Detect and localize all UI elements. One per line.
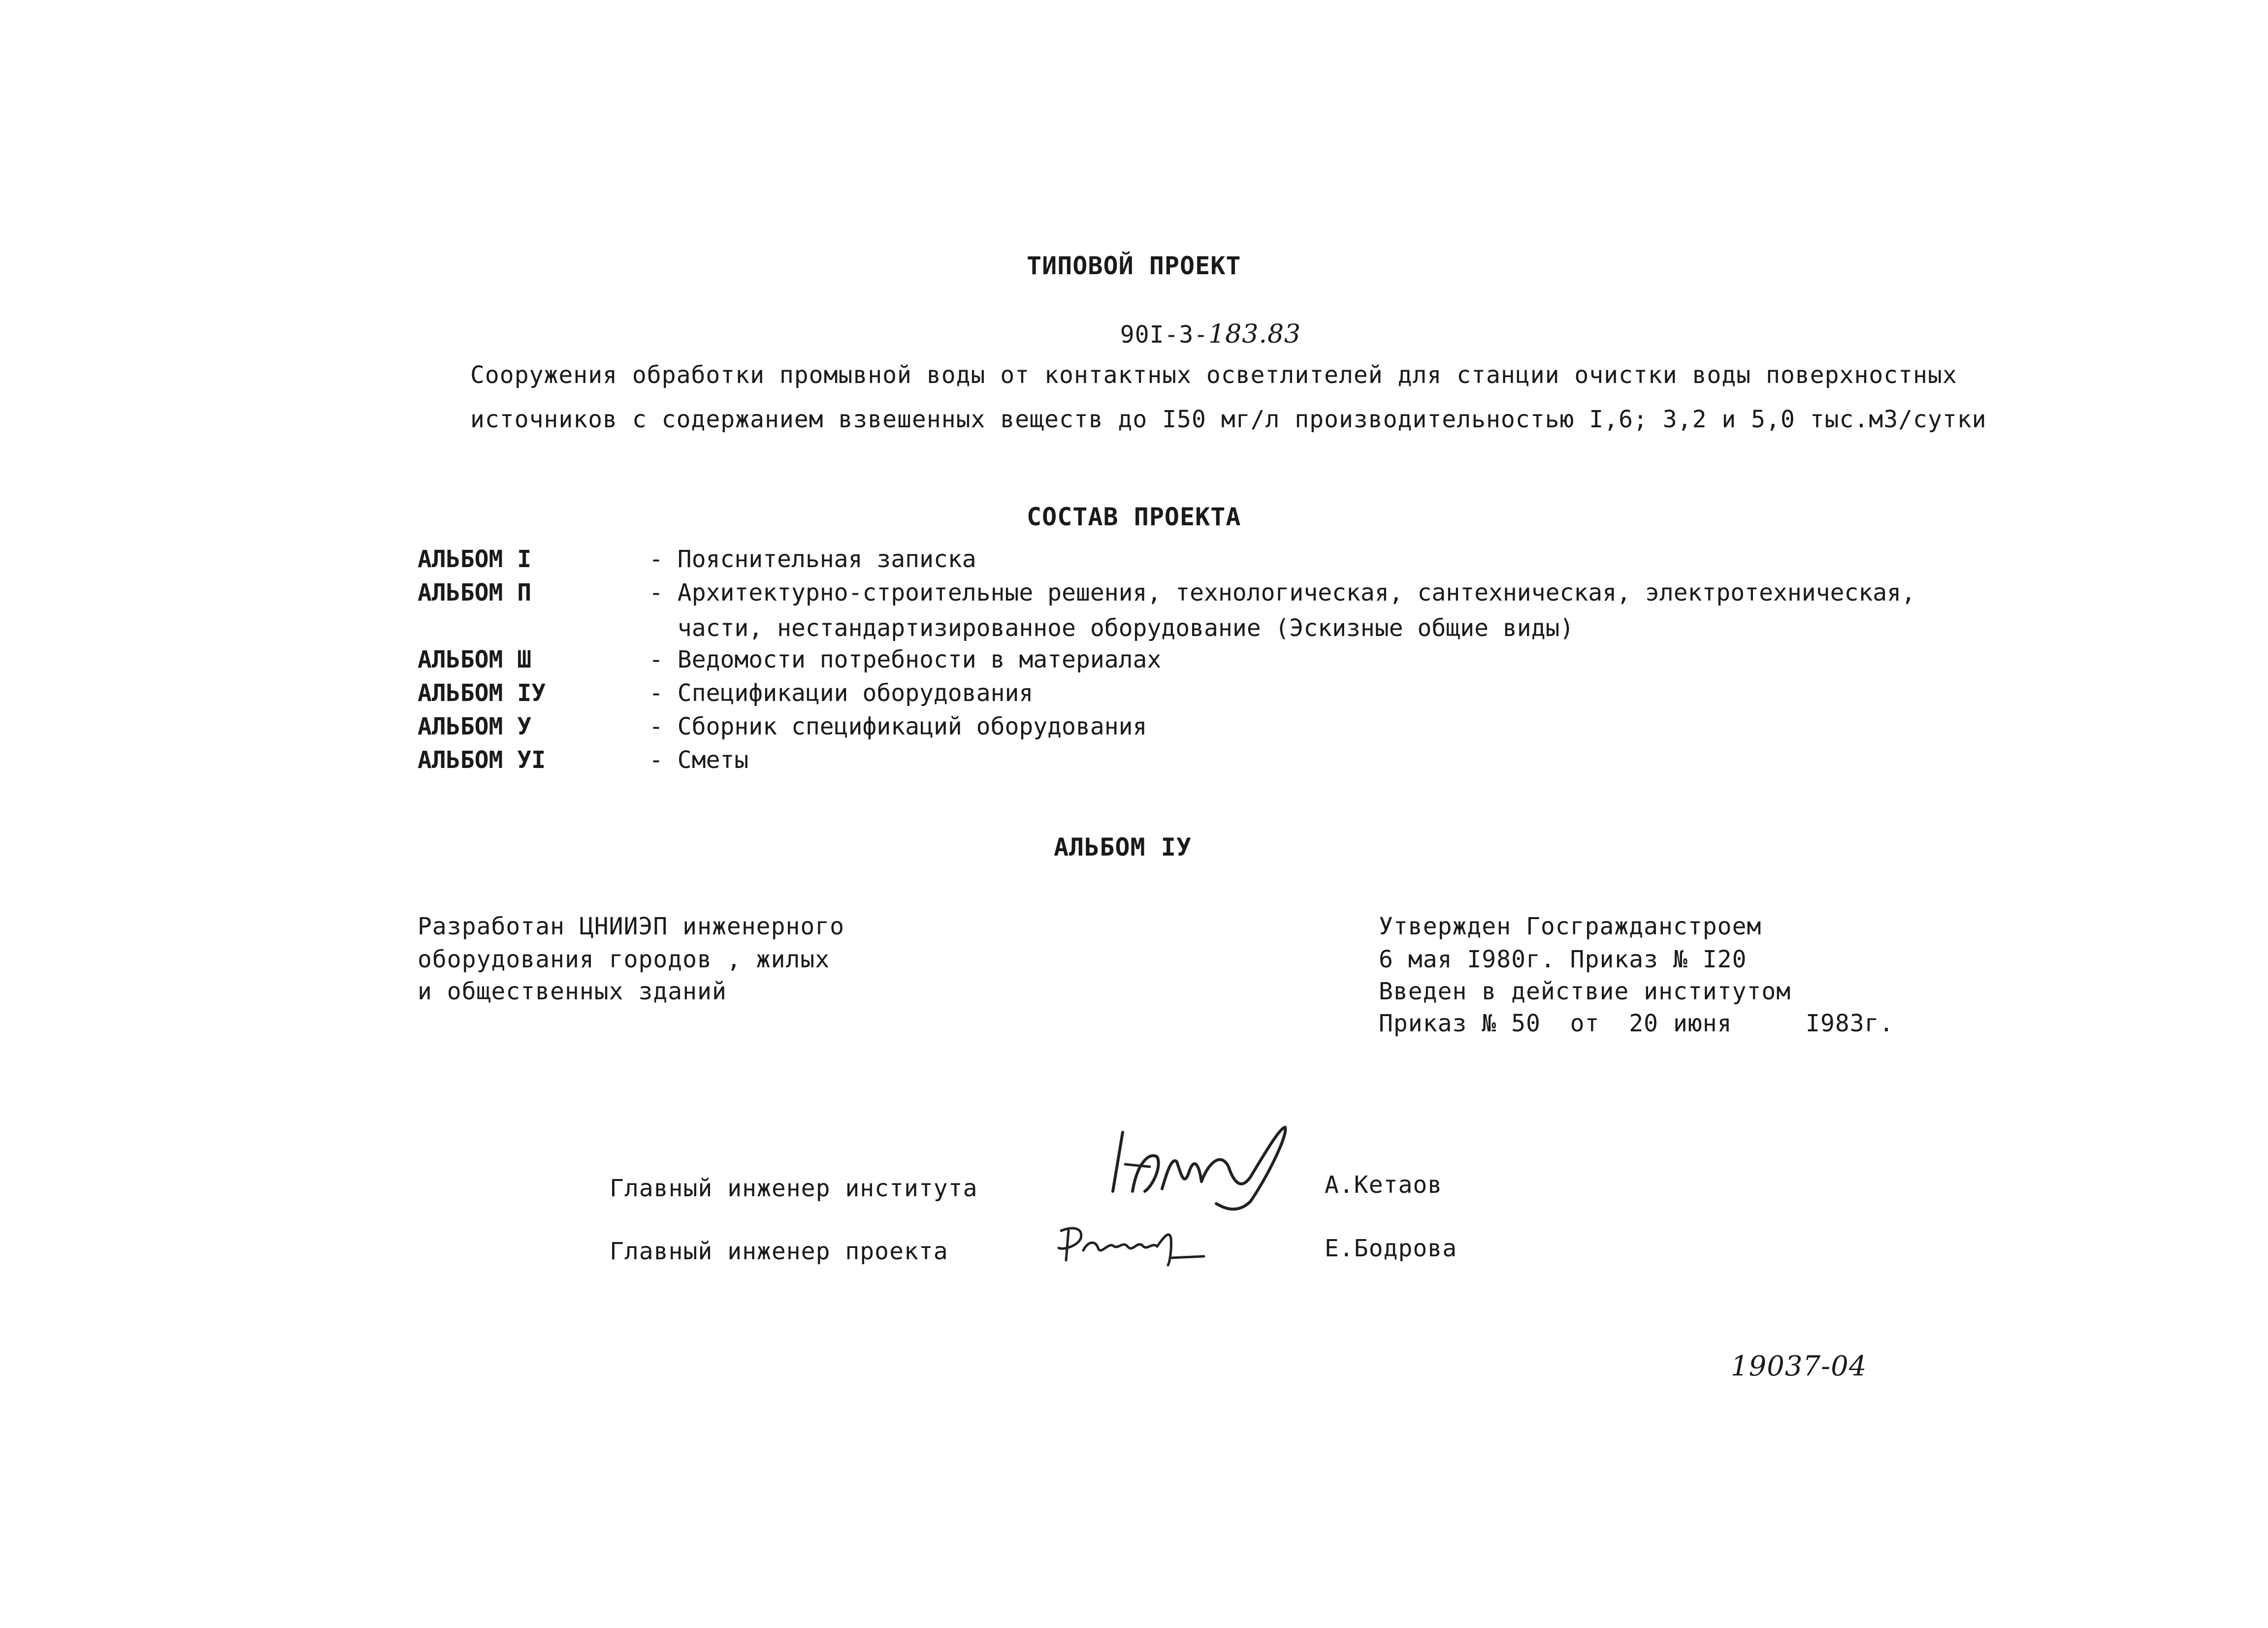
album-label: АЛЬБОМ I	[418, 545, 532, 573]
approval-line-2: 6 мая I980г. Приказ № I20	[1379, 946, 1747, 973]
developed-by-line-2: оборудования городов , жилых	[418, 946, 830, 973]
signature-role-chief-engineer-project: Главный инженер проекта	[610, 1238, 948, 1265]
project-number	[1091, 298, 1301, 347]
developed-by-line-3: и общественных зданий	[418, 978, 727, 1005]
description-line-1: Сооружения обработки промывной воды от контактных осветлителей для станции очистки воды поверхностных	[470, 361, 1957, 389]
approval-line-3: Введен в действие институтом	[1379, 978, 1791, 1005]
album-description: - Пояснительная записка	[649, 545, 976, 573]
signature-1-handwritten	[1103, 1117, 1310, 1216]
approval-line-4: Приказ № 50 от 20 июня I983г.	[1379, 1010, 1894, 1037]
signature-name-2: Е.Бодрова	[1325, 1235, 1458, 1262]
album-label: АЛЬБОМ У	[418, 713, 532, 740]
album-description: - Архитектурно-строительные решения, технологическая, сантехническая, электротехническая,	[649, 579, 1915, 607]
album-label: АЛЬБОМ П	[418, 579, 532, 607]
signature-name-1: А.Кетаов	[1325, 1171, 1443, 1199]
composition-title: СОСТАВ ПРОЕКТА	[1027, 503, 1241, 531]
album-label: АЛЬБОМ Ш	[418, 646, 532, 673]
album-description: - Сметы	[649, 746, 749, 774]
current-album: АЛЬБОМ IУ	[1054, 833, 1192, 862]
album-label: АЛЬБОМ IУ	[418, 679, 546, 707]
album-description: - Ведомости потребности в материалах	[649, 646, 1162, 673]
project-number-handwritten: 183.83	[1208, 319, 1301, 349]
album-description: - Спецификации оборудования	[649, 679, 1034, 707]
project-number-printed: 90I-3-	[1120, 321, 1209, 349]
album-description: - Сборник спецификаций оборудования	[649, 713, 1147, 740]
inventory-number: 19037-04	[1731, 1350, 1867, 1382]
developed-by-line-1: Разработан ЦНИИЭП инженерного	[418, 913, 845, 940]
signature-role-chief-engineer-institute: Главный инженер института	[610, 1175, 978, 1202]
description-line-2: источников с содержанием взвешенных веществ до I50 мг/л производительностью I,6; 3,2 и 5,0 тыс.м3/сутки	[470, 406, 1987, 433]
album-label: АЛЬБОМ УI	[418, 746, 546, 774]
document-title: ТИПОВОЙ ПРОЕКТ	[1027, 252, 1241, 280]
approval-line-1: Утвержден Госгражданстроем	[1379, 913, 1762, 940]
album-description-continued: части, нестандартизированное оборудование (Эскизные общие виды)	[649, 614, 1574, 642]
signature-2-handwritten	[1054, 1216, 1211, 1270]
